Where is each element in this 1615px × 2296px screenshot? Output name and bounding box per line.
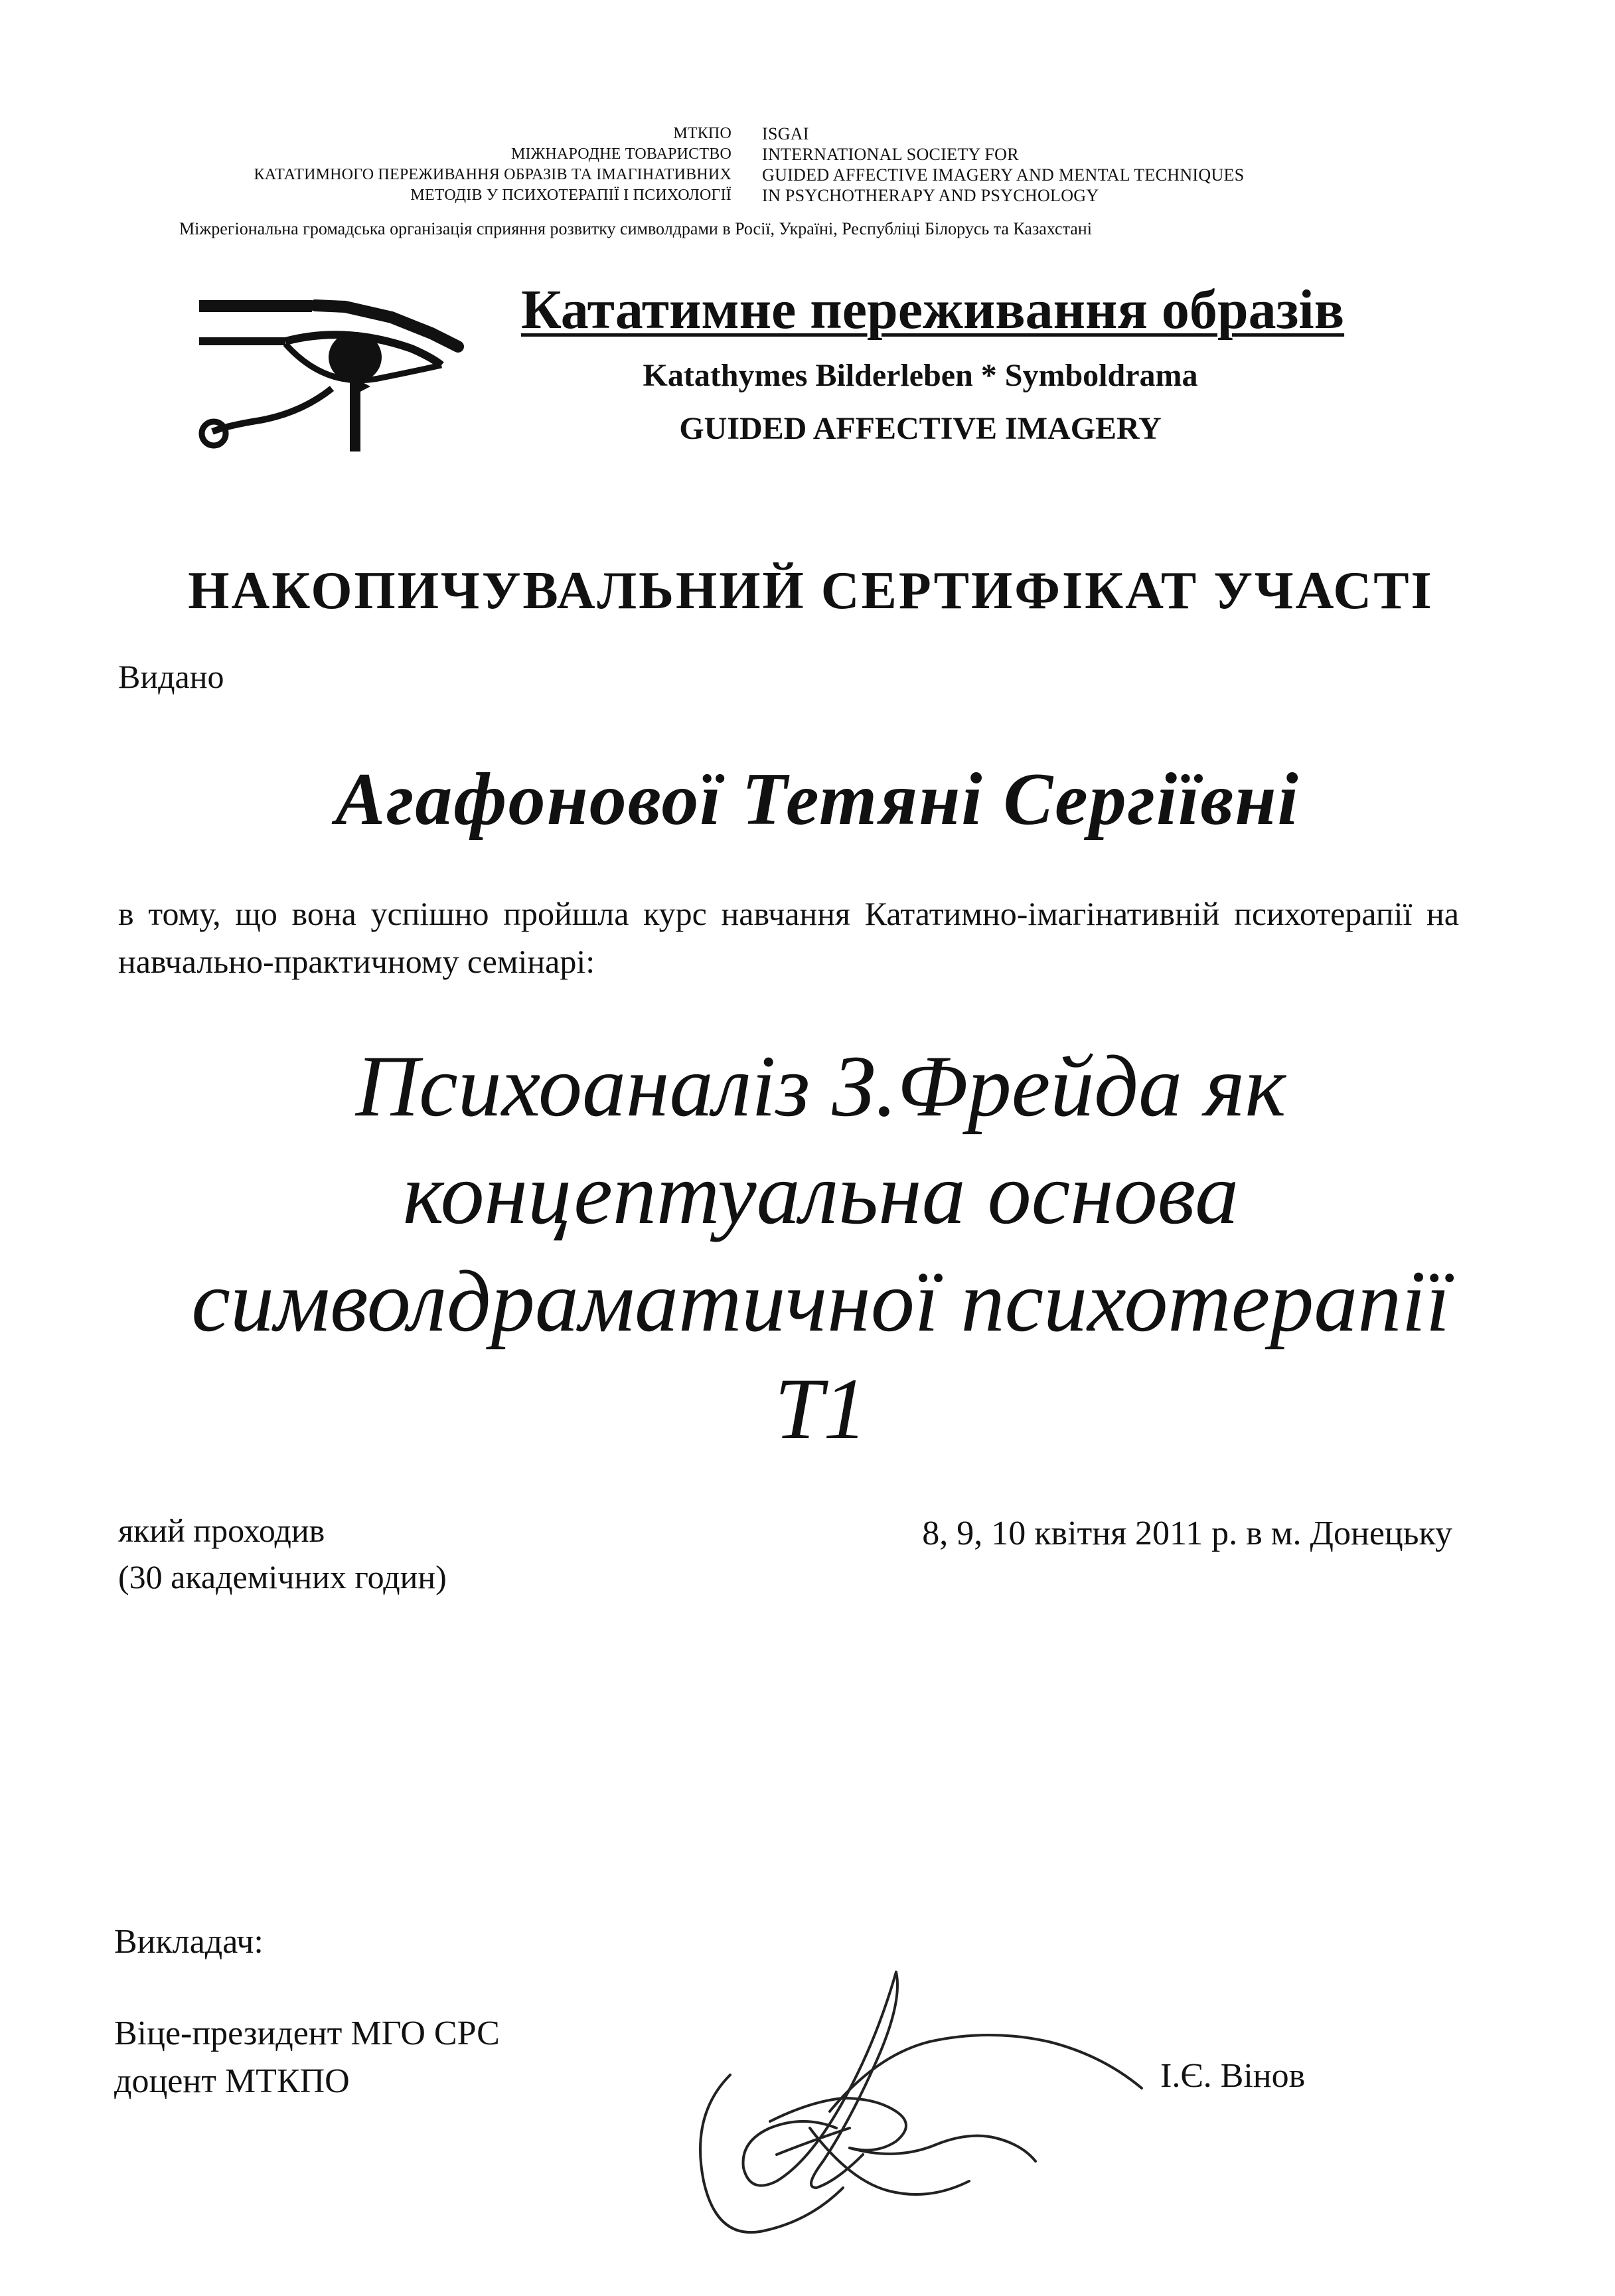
teacher-label: Викладач: — [114, 1923, 264, 1961]
logo-subtitle-german: Katathymes Bilderleben * Symboldrama — [643, 358, 1198, 393]
course-duration — [118, 1507, 447, 1600]
certificate-title: НАКОПИЧУВАЛЬНИЙ СЕРТИФІКАТ УЧАСТІ — [188, 562, 1434, 620]
seminar-title-line-4: Т1 — [774, 1360, 868, 1457]
header-left-line-2: МІЖНАРОДНЕ ТОВАРИСТВО — [510, 145, 731, 163]
recipient-name: Агафонової Тетяні Сергіївні — [335, 758, 1300, 841]
header-left-line-1: МТКПО — [673, 125, 731, 142]
header-left-line-3: КАТАТИМНОГО ПЕРЕЖИВАННЯ ОБРАЗІВ ТА ІМАГІНАТИВНИХ — [254, 166, 731, 183]
seminar-title-line-2: концептуальна основа — [402, 1145, 1239, 1242]
header-right-line-1: ISGAI — [762, 124, 809, 143]
course-dates-location: 8, 9, 10 квітня 2011 р. в м. Донецьку — [922, 1515, 1452, 1552]
course-duration-line-2: (30 академічних годин) — [118, 1558, 447, 1596]
seminar-title — [0, 1032, 1615, 1463]
course-duration-line-1: який проходив — [118, 1512, 325, 1549]
header-right-line-3: GUIDED AFFECTIVE IMAGERY AND MENTAL TECHNIQUES — [762, 165, 1245, 185]
header-right-line-4: IN PSYCHOTHERAPY AND PSYCHOLOGY — [762, 186, 1099, 205]
teacher-position-line-2: доцент МТКПО — [114, 2062, 350, 2100]
logo-subtitle-english: GUIDED AFFECTIVE IMAGERY — [679, 411, 1162, 446]
header-left-line-4: МЕТОДІВ У ПСИХОТЕРАПІЇ І ПСИХОЛОГІЇ — [410, 187, 731, 204]
issued-label: Видано — [118, 658, 224, 695]
teacher-name: І.Є. Вінов — [1160, 2057, 1306, 2095]
header-right-line-2: INTERNATIONAL SOCIETY FOR — [762, 145, 1019, 164]
header-organization-line: Міжрегіональна громадська організація сприяння розвитку символдрами в Росії, Україні, Республіці Білорусь та Казахстані — [179, 219, 1092, 238]
handwritten-signature — [677, 1962, 1182, 2267]
seminar-title-line-1: Психоаналіз З.Фрейда як — [355, 1037, 1286, 1135]
logo-title: Кататимне переживання образів — [521, 279, 1345, 341]
seminar-title-line-3: символдраматичної психотерапії — [191, 1252, 1450, 1350]
certificate-body-text: в тому, що вона успішно пройшла курс навчання Кататимно-імагінативній психотерапії на навчально-практичному семінарі: — [118, 895, 1459, 980]
teacher-position — [114, 2010, 500, 2105]
teacher-position-line-1: Віце-президент МГО СРС — [114, 2014, 500, 2052]
